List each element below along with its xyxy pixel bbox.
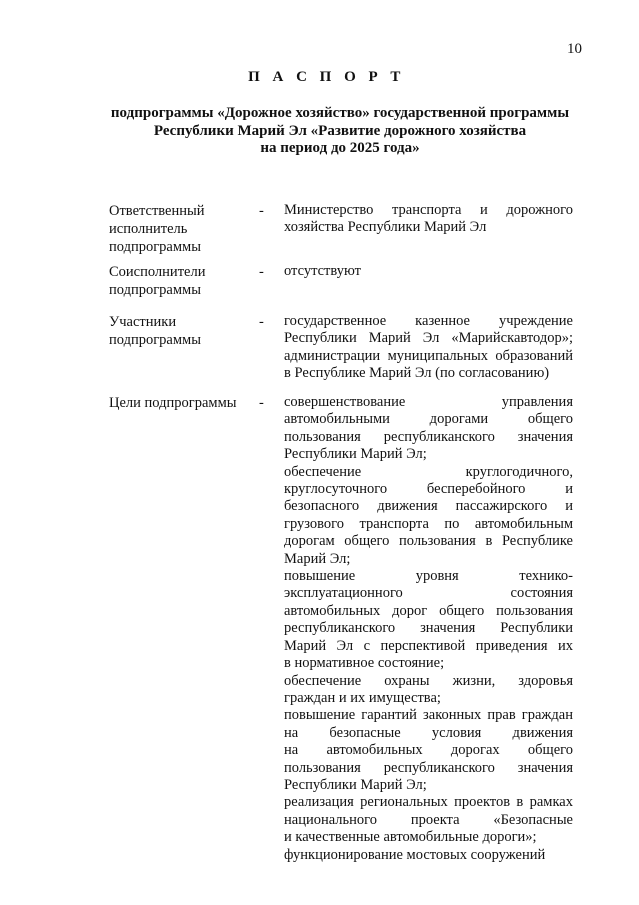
passport-row-participants [0, 313, 639, 394]
value-line: обеспечение круглогодичного, [284, 463, 573, 480]
passport-row-responsible [0, 202, 639, 263]
value-line: эксплуатационного состояния [284, 585, 573, 602]
value-line: грузового транспорта по автомобильным [284, 515, 573, 532]
label-line: Цели подпрограммы [109, 395, 237, 411]
row-dash: - [259, 264, 264, 280]
row-label [109, 202, 249, 256]
value-line: в Республике Марий Эл (по согласованию) [284, 365, 550, 382]
row-dash: - [259, 314, 264, 330]
value-line: на автомобильных дорогах общего [284, 742, 573, 759]
label-line: подпрограммы [109, 239, 201, 255]
value-line: республиканского значения Республики [284, 620, 573, 637]
value-line: в нормативное состояние; [284, 655, 445, 672]
value-line: на безопасные условия движения [284, 724, 573, 741]
value-line: обеспечение охраны жизни, здоровья [284, 672, 573, 689]
value-line: государственное казенное учреждение [284, 313, 573, 329]
value-line: Республики Марий Эл; [284, 446, 427, 463]
subtitle-line: подпрограммы «Дорожное хозяйство» государственной программы [110, 105, 570, 121]
value-line: граждан и их имущества; [284, 689, 441, 706]
value-line: национального проекта «Безопасные [284, 811, 573, 828]
subtitle-line: на период до 2025 года» [260, 140, 420, 156]
value-line: повышение уровня технико- [284, 568, 573, 585]
value-line: Марий Эл; [284, 550, 351, 567]
label-line: Участники [109, 314, 177, 330]
passport-row-co-executors [0, 263, 639, 313]
value-line: пользования республиканского значения [284, 428, 573, 445]
row-label [109, 313, 249, 349]
page-number: 10 [567, 41, 582, 57]
value-line: круглосуточного бесперебойного и [284, 481, 573, 498]
value-line: и качественные автомобильные дороги»; [284, 829, 537, 846]
value-line: повышение гарантий законных прав граждан [284, 707, 573, 724]
row-label [109, 263, 249, 299]
row-dash: - [259, 395, 264, 411]
value-line: автомобильными дорогами общего [284, 411, 573, 428]
value-line: Республики Марий Эл; [284, 776, 427, 793]
passport-table [0, 202, 639, 864]
label-line: Ответственный [109, 203, 205, 219]
value-line: хозяйства Республики Марий Эл [284, 219, 487, 236]
value-line: дорогам общего пользования в Республике [284, 533, 573, 550]
value-line: Республики Марий Эл «Марийскавтодор»; [284, 330, 573, 347]
row-value [284, 313, 573, 383]
value-line: пользования республиканского значения [284, 759, 573, 776]
value-line: администрации муниципальных образований [284, 347, 573, 364]
label-line: Соисполнители [109, 264, 206, 280]
subtitle-line: Республики Марий Эл «Развитие дорожного хозяйства [153, 122, 527, 139]
row-label [109, 394, 249, 412]
row-dash: - [259, 203, 264, 219]
value-line: автомобильных дорог общего пользования [284, 602, 573, 619]
row-value [284, 394, 573, 864]
value-line: функционирование мостовых сооружений [284, 846, 546, 863]
label-line: подпрограммы [109, 332, 201, 348]
passport-row-goals [0, 394, 639, 864]
value-line: Министерство транспорта и дорожного [284, 202, 573, 218]
row-value [284, 263, 573, 280]
value-line: реализация региональных проектов в рамках [284, 794, 573, 811]
passport-title: П А С П О Р Т [248, 69, 405, 85]
label-line: подпрограммы [109, 282, 201, 298]
value-line: совершенствование управления [284, 394, 573, 410]
document-subtitle [90, 105, 590, 158]
value-line: безопасного движения пассажирского и [284, 498, 573, 515]
label-line: исполнитель [109, 221, 188, 237]
value-line: Марий Эл с перспективой приведения их [284, 637, 573, 654]
row-value [284, 202, 573, 237]
value-line: отсутствуют [284, 263, 361, 279]
